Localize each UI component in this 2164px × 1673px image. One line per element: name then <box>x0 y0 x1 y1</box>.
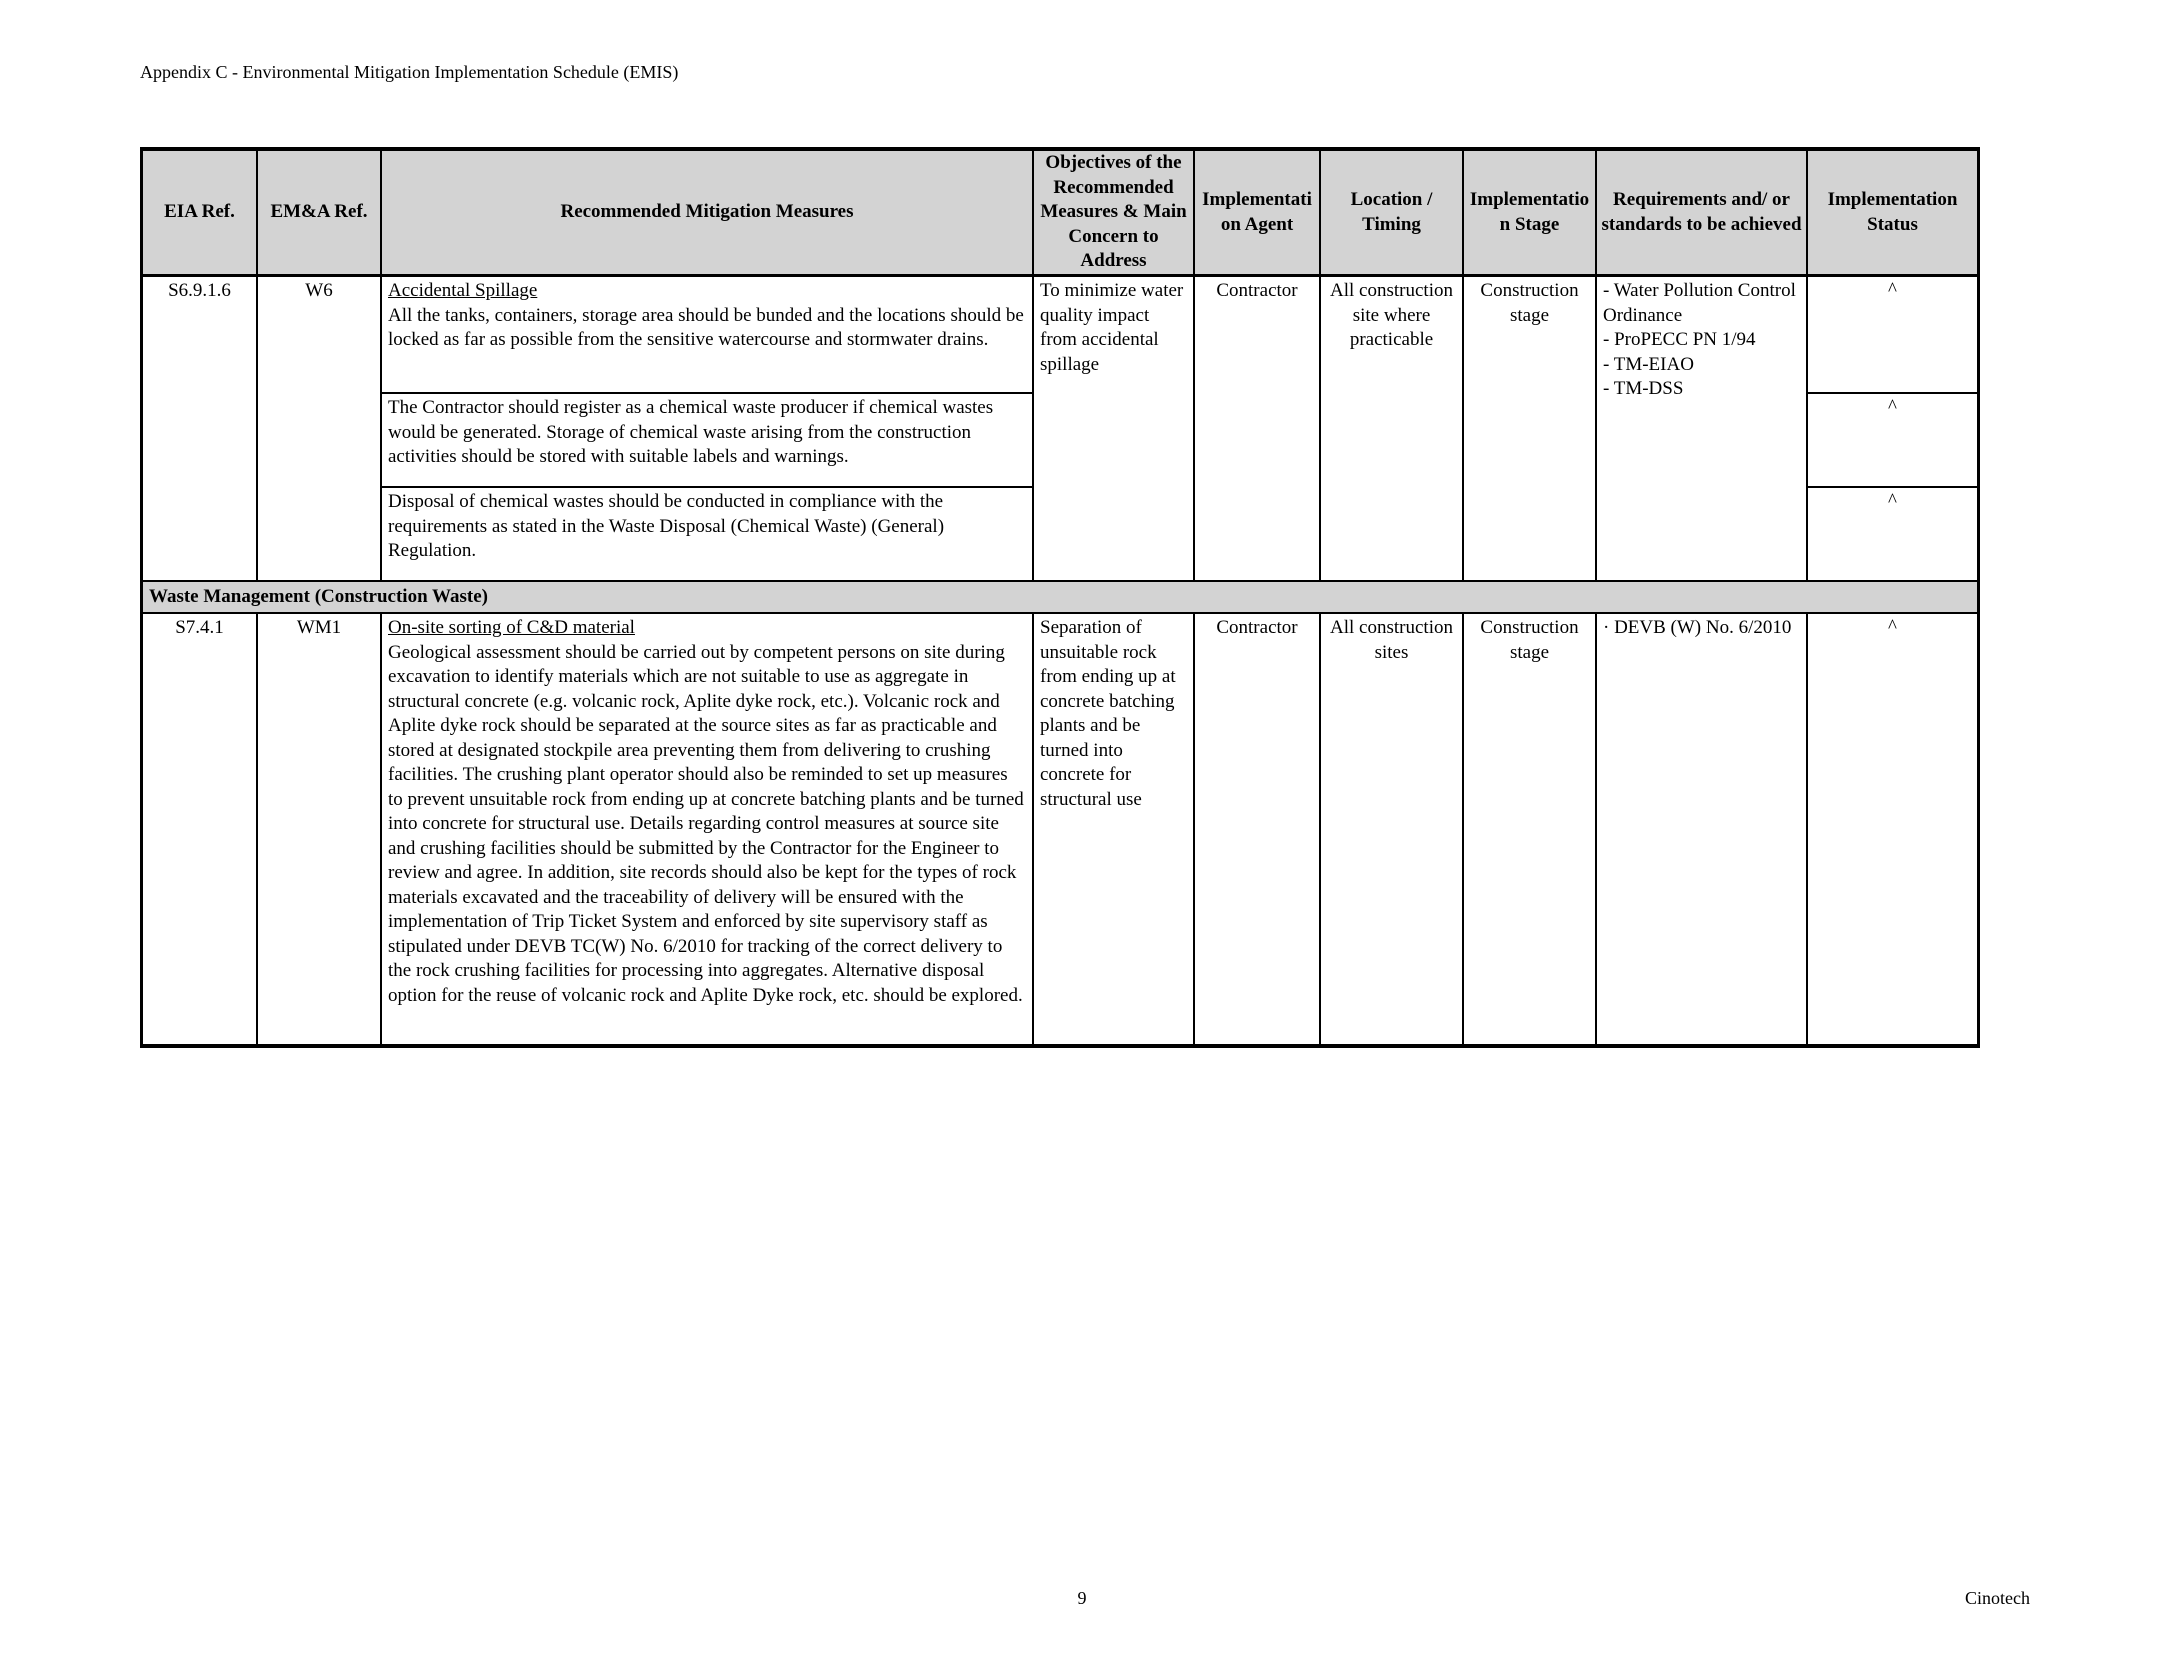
cell-location: All construction sites <box>1321 614 1464 1044</box>
measure-item <box>382 488 1032 580</box>
cell-ema-ref: WM1 <box>258 614 382 1044</box>
cell-location: All construction site where practicable <box>1321 277 1464 580</box>
measure-title: On-site sorting of C&D material <box>388 617 635 638</box>
measure-item <box>382 277 1032 394</box>
cell-requirements <box>1597 614 1808 1044</box>
cell-agent: Contractor <box>1195 277 1321 580</box>
emis-table <box>140 147 1980 1048</box>
cell-ema-ref: W6 <box>258 277 382 580</box>
table-row-wm1 <box>143 614 1977 1044</box>
cell-objectives: Separation of unsuitable rock from ending up at concrete batching plants and be turned into concrete for structural use <box>1034 614 1195 1044</box>
column-header-stage: Implementation Stage <box>1464 151 1597 274</box>
appendix-title: Appendix C - Environmental Mitigation Implementation Schedule (EMIS) <box>140 62 679 82</box>
measure-title: Accidental Spillage <box>388 280 538 301</box>
measure-body: The Contractor should register as a chemical waste producer if chemical wastes would be generated. Storage of chemical waste arising from the construction activities should be stored with suitable labels and warnings. <box>388 397 994 467</box>
section-header-waste-management: Waste Management (Construction Waste) <box>143 582 1977 614</box>
cell-measures <box>382 614 1034 1044</box>
requirement-item: - TM-EIAO <box>1603 353 1694 375</box>
cell-agent: Contractor <box>1195 614 1321 1044</box>
measure-body: Disposal of chemical wastes should be conducted in compliance with the requirements as stated in the Waste Disposal (Chemical Waste) (General) Regulation. <box>388 491 945 561</box>
column-header-status: Implementation Status <box>1827 189 1958 235</box>
measure-body: All the tanks, containers, storage area should be bunded and the locations should be locked as far as possible from the sensitive watercourse and stormwater drains. <box>388 304 1024 350</box>
column-header-requirements: Requirements and/ or standards to be achieved <box>1597 151 1808 274</box>
requirement-item: - Water Pollution Control Ordinance <box>1603 280 1796 326</box>
status-caret: ^ <box>1808 277 1977 394</box>
column-header-eia-ref: EIA Ref. <box>143 151 258 274</box>
requirement-item: - ProPECC PN 1/94 <box>1603 329 1756 350</box>
table-row-w6 <box>143 277 1977 582</box>
cell-requirements <box>1597 277 1808 580</box>
table-header-row <box>143 151 1977 277</box>
page-number: 9 <box>1077 1588 1087 1608</box>
measure-body: Geological assessment should be carried out by competent persons on site during excavation to identify materials which are not suitable to use as aggregate in structural concrete (e.g. volcanic rock, Aplite dyke rock, etc.). Volcanic rock and Aplite dyke rock should be separated at the source sites as far as practicable and stored at designated stockpile area preventing them from delivering to crushing facilities. The crushing plant operator should also be reminded to set up measures to prevent unsuitable rock from ending up at concrete batching plants and be turned into concrete for structural use. Details regarding control measures at source site and crushing facilities should be submitted by the Contractor for the Engineer to review and agree. In addition, site records should also be kept for the types of rock materials excavated and the traceability of delivery will be ensured with the implementation of Trip Ticket System and enforced by site supervisory staff as stipulated under DEVB TC(W) No. 6/2010 for tracking of the correct delivery to the rock crushing facilities for processing into aggregates. Alternative disposal option for the reuse of volcanic rock and Aplite Dyke rock, etc. should be explored. <box>388 641 1024 1006</box>
cell-measures <box>382 277 1034 580</box>
requirement-item: · DEVB (W) No. 6/2010 <box>1603 617 1792 638</box>
cell-status: ^ <box>1888 616 1897 637</box>
column-header-objectives: Objectives of the Recommended Measures & Main Concern to Address <box>1034 151 1195 274</box>
requirement-item: - TM-DSS <box>1603 378 1684 399</box>
status-caret: ^ <box>1888 490 1897 511</box>
cell-objectives: To minimize water quality impact from accidental spillage <box>1034 277 1195 580</box>
cell-stage: Construction stage <box>1464 614 1597 1044</box>
column-header-agent: Implementation Agent <box>1195 151 1321 274</box>
cell-eia-ref: S7.4.1 <box>143 614 258 1044</box>
company-name: Cinotech <box>1965 1588 2030 1608</box>
cell-status <box>1808 277 1977 580</box>
cell-stage: Construction stage <box>1464 277 1597 580</box>
cell-eia-ref: S6.9.1.6 <box>143 277 258 580</box>
measure-item <box>382 394 1032 488</box>
column-header-measures: Recommended Mitigation Measures <box>382 151 1034 274</box>
status-caret: ^ <box>1808 394 1977 488</box>
column-header-location: Location / Timing <box>1321 151 1464 274</box>
column-header-ema-ref: EM&A Ref. <box>258 151 382 274</box>
